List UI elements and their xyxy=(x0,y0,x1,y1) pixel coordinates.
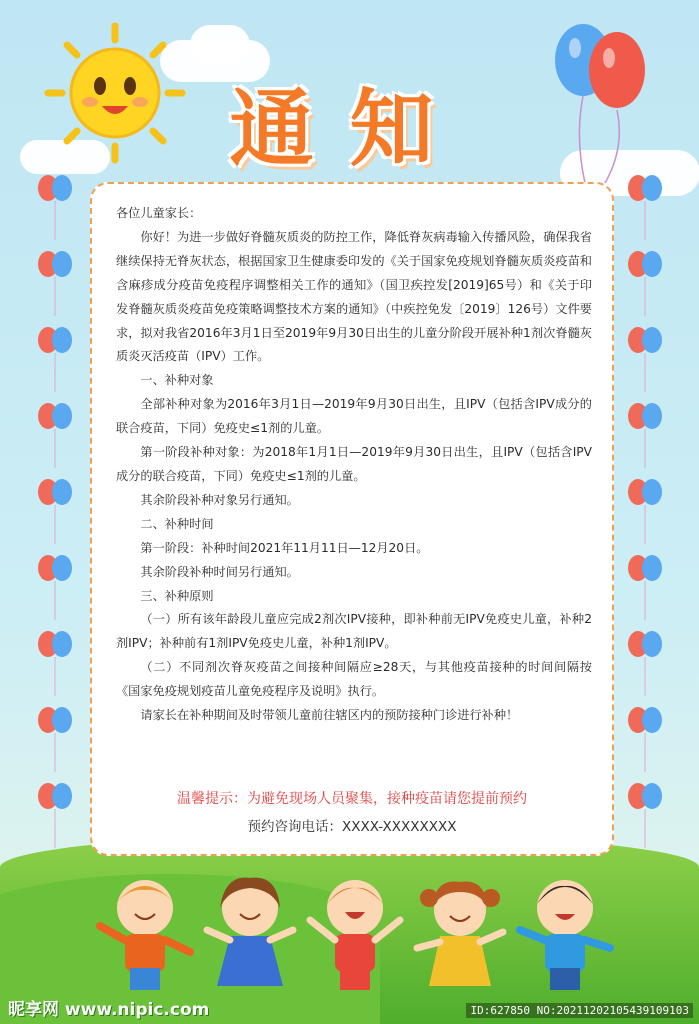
watermark-site: 昵享网 www.nipic.com xyxy=(8,1000,210,1020)
notice-paragraph: （二）不同剂次脊灰疫苗之间接种间隔应≥28天，与其他疫苗接种的时间间隔按《国家免疫规划疫苗儿童免疫程序及说明》执行。 xyxy=(116,660,592,699)
greeting: 各位儿童家长： xyxy=(116,206,202,220)
notice-body xyxy=(116,202,592,728)
notice-paragraph: （一）所有该年龄段儿童应完成2剂次IPV接种，即补种前无IPV免疫史儿童，补种2剂IPV；补种前有1剂IPV免疫史儿童，补种1剂IPV。 xyxy=(116,612,592,651)
notice-paragraph: 第一阶段：补种时间2021年11月11日—12月20日。 xyxy=(140,540,429,555)
children-illustration xyxy=(90,868,620,1008)
booking-phone: 预约咨询电话：XXXX-XXXXXXXX xyxy=(247,819,457,835)
watermark-id: ID:627850 NO:20211202105439109103 xyxy=(466,1003,693,1018)
balloon-border-right xyxy=(624,170,670,910)
section-heading: 三、补种原则 xyxy=(140,588,214,603)
notice-paragraph: 其余阶段补种对象另行通知。 xyxy=(140,492,299,507)
balloon-border-left xyxy=(34,170,80,910)
notice-paragraph: 其余阶段补种时间另行通知。 xyxy=(140,564,299,579)
page-title: 通知 xyxy=(229,79,470,178)
notice-paragraph: 请家长在补种期间及时带领儿童前往辖区内的预防接种门诊进行补种！ xyxy=(140,708,519,723)
warm-tip: 温馨提示：为避免现场人员聚集，接种疫苗请您提前预约 xyxy=(177,791,527,807)
notice-paragraph: 第一阶段补种对象：为2018年1月1日—2019年9月30日出生，且IPV（包括含IPV成分的联合疫苗，下同）免疫史≤1剂的儿童。 xyxy=(116,445,592,483)
notice-paragraph: 全部补种对象为2016年3月1日—2019年9月30日出生，且IPV（包括含IPV成分的联合疫苗，下同）免疫史≤1剂的儿童。 xyxy=(116,397,592,436)
section-heading: 一、补种对象 xyxy=(140,373,214,388)
notice-paragraph: 你好！为进一步做好脊髓灰质炎的防控工作，降低脊灰病毒输入传播风险，确保我省继续保持无脊灰状态，根据国家卫生健康委印发的《关于国家免疫规划脊髓灰质炎疫苗和含麻疹成分疫苗免疫程序调整相关工作的通知》（国卫疾控发[2019]65号）和《关于印发脊髓灰质炎疫苗免疫策略调整技术方案的通知》（中疾控免发〔2019〕126号）文件要求，拟对我省2016年3月1日至2019年9月30日出生的儿童分阶段开展补种1剂次脊髓灰质炎灭活疫苗（IPV）工作。 xyxy=(116,229,592,364)
section-heading: 二、补种时间 xyxy=(140,516,214,531)
cloud xyxy=(190,25,250,65)
